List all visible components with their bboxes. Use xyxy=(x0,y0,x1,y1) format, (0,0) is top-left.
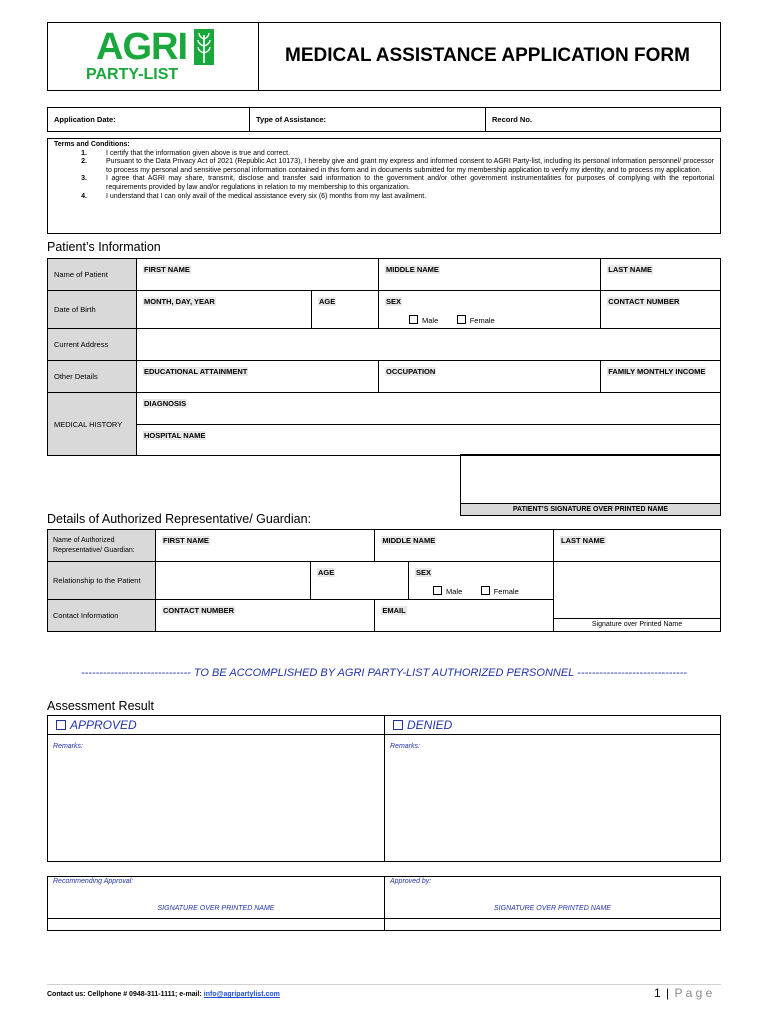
logo-top-text: AGRI xyxy=(96,26,187,68)
approved-by-signature-caption: SIGNATURE OVER PRINTED NAME xyxy=(494,905,611,912)
rep-age-field[interactable]: AGE xyxy=(311,562,409,600)
form-header xyxy=(47,22,721,91)
terms-item-number: 4. xyxy=(81,192,87,200)
terms-list xyxy=(54,150,714,202)
terms-item xyxy=(54,193,714,202)
patient-middle-name-field[interactable]: MIDDLE NAME xyxy=(379,259,601,291)
income-field[interactable]: FAMILY MONTHLY INCOME xyxy=(601,361,721,393)
terms-heading: Terms and Conditions: xyxy=(54,141,130,148)
application-date-field[interactable]: Application Date: xyxy=(48,108,250,132)
page-indicator: 1 | P a g e xyxy=(654,986,713,1000)
hospital-field[interactable]: HOSPITAL NAME xyxy=(137,425,721,456)
patient-name-label: Name of Patient xyxy=(48,259,137,291)
rep-signature-caption: Signature over Printed Name xyxy=(554,618,720,628)
patient-signature-box[interactable] xyxy=(460,454,721,516)
patient-age-field[interactable]: AGE xyxy=(312,291,379,329)
assessment-table xyxy=(47,715,721,862)
dob-field[interactable]: MONTH, DAY, YEAR xyxy=(137,291,312,329)
terms-box xyxy=(47,138,721,234)
rep-middle-name-field[interactable]: MIDDLE NAME xyxy=(375,530,554,562)
assessment-section-title: Assessment Result xyxy=(47,699,154,713)
terms-item xyxy=(54,150,714,159)
patient-section-title: Patient’s Information xyxy=(47,240,161,254)
remarks-left-field[interactable]: Remarks: xyxy=(48,735,385,862)
record-no-field[interactable]: Record No. xyxy=(486,108,721,132)
dob-label: Date of Birth xyxy=(48,291,137,329)
patient-first-name-field[interactable]: FIRST NAME xyxy=(137,259,379,291)
rep-first-name-field[interactable]: FIRST NAME xyxy=(156,530,375,562)
terms-item xyxy=(54,175,714,192)
representative-table xyxy=(47,529,721,632)
education-field[interactable]: EDUCATIONAL ATTAINMENT xyxy=(137,361,379,393)
approval-date-left[interactable] xyxy=(48,919,385,931)
footer-contact: Contact us: Cellphone # 0948-311-1111; e-mail: info@agripartylist.com xyxy=(47,991,280,998)
rep-last-name-field[interactable]: LAST NAME xyxy=(553,530,720,562)
diagnosis-field[interactable]: DIAGNOSIS xyxy=(137,393,721,425)
rep-contact-field[interactable]: CONTACT NUMBER xyxy=(156,600,375,632)
recommending-approval-field[interactable]: Recommending Approval: SIGNATURE OVER PRINTED NAME xyxy=(48,877,385,919)
patient-female-checkbox[interactable] xyxy=(457,315,466,324)
address-label: Current Address xyxy=(48,329,137,361)
denied-option[interactable]: DENIED xyxy=(385,716,721,735)
page-title: MEDICAL ASSISTANCE APPLICATION FORM xyxy=(285,45,690,66)
patient-sex-field: SEX Male Female xyxy=(379,291,601,329)
denied-checkbox[interactable] xyxy=(393,720,403,730)
contact-info-label: Contact Information xyxy=(48,600,156,632)
rep-signature-field[interactable] xyxy=(553,562,720,632)
approved-by-field[interactable]: Approved by: SIGNATURE OVER PRINTED NAME xyxy=(385,877,721,919)
remarks-right-field[interactable]: Remarks: xyxy=(385,735,721,862)
terms-item-number: 1. xyxy=(81,149,87,157)
terms-item-number: 3. xyxy=(81,175,87,183)
patient-male-checkbox[interactable] xyxy=(409,315,418,324)
terms-item-text: I understand that I can only avail of the medical assistance every six (6) months from my last availment. xyxy=(106,192,427,200)
terms-item-text: I agree that AGRI may share, transmit, disclose and transfer said information to the government and/or other government instrumentalities for purposes of complying with the reportorial requirements provided by law and/or regulations in relation to my membership to this organization. xyxy=(106,175,714,191)
logo-block xyxy=(48,23,259,90)
representative-section-title: Details of Authorized Representative/ Guardian: xyxy=(47,512,312,526)
recommending-signature-caption: SIGNATURE OVER PRINTED NAME xyxy=(157,905,275,912)
approval-date-right[interactable] xyxy=(385,919,721,931)
page-word: P a g e xyxy=(674,986,713,1000)
approved-checkbox[interactable] xyxy=(56,720,66,730)
rep-sex-field: SEX Male Female xyxy=(408,562,553,600)
approved-option[interactable]: APPROVED xyxy=(48,716,385,735)
logo-bottom-text: PARTY-LIST xyxy=(86,66,179,83)
patient-table xyxy=(47,258,721,456)
terms-item xyxy=(54,158,714,175)
approval-table xyxy=(47,876,721,931)
terms-item-text: I certify that the information given above is true and correct. xyxy=(106,149,291,157)
wheat-icon xyxy=(194,29,214,65)
patient-signature-caption: PATIENT’S SIGNATURE OVER PRINTED NAME xyxy=(461,503,720,515)
type-of-assistance-field[interactable]: Type of Assistance: xyxy=(250,108,486,132)
terms-item-number: 2. xyxy=(81,158,87,166)
other-details-label: Other Details xyxy=(48,361,137,393)
page-number: 1 xyxy=(654,986,661,1000)
relationship-label: Relationship to the Patient xyxy=(48,562,156,600)
address-field[interactable] xyxy=(137,329,721,361)
footer-rule xyxy=(47,984,721,985)
occupation-field[interactable]: OCCUPATION xyxy=(379,361,601,393)
rep-male-checkbox[interactable] xyxy=(433,586,442,595)
rep-email-field[interactable]: EMAIL xyxy=(375,600,554,632)
footer-email-link[interactable]: info@agripartylist.com xyxy=(203,991,280,998)
terms-item-text: Pursuant to the Data Privacy Act of 2021 (Republic Act 10173), I hereby give and grant my express and informed consent to AGRI Party-list, including its personal information personnel/ processor to process my personal and sensitive personal information contained in this form and in documents submitted for my membership application to verify my identity, and to process my application. xyxy=(106,158,714,174)
rep-female-checkbox[interactable] xyxy=(481,586,490,595)
patient-contact-field[interactable]: CONTACT NUMBER xyxy=(601,291,721,329)
rep-name-label: Name of Authorized Representative/ Guardian: xyxy=(48,530,156,562)
relationship-field[interactable] xyxy=(156,562,311,600)
personnel-divider: ------------------------------ TO BE ACCOMPLISHED BY AGRI PARTY-LIST AUTHORIZED PERSONNEL ------------------------------ xyxy=(80,667,688,679)
medical-history-label: MEDICAL HISTORY xyxy=(48,393,137,456)
patient-last-name-field[interactable]: LAST NAME xyxy=(601,259,721,291)
meta-row-table xyxy=(47,107,721,132)
